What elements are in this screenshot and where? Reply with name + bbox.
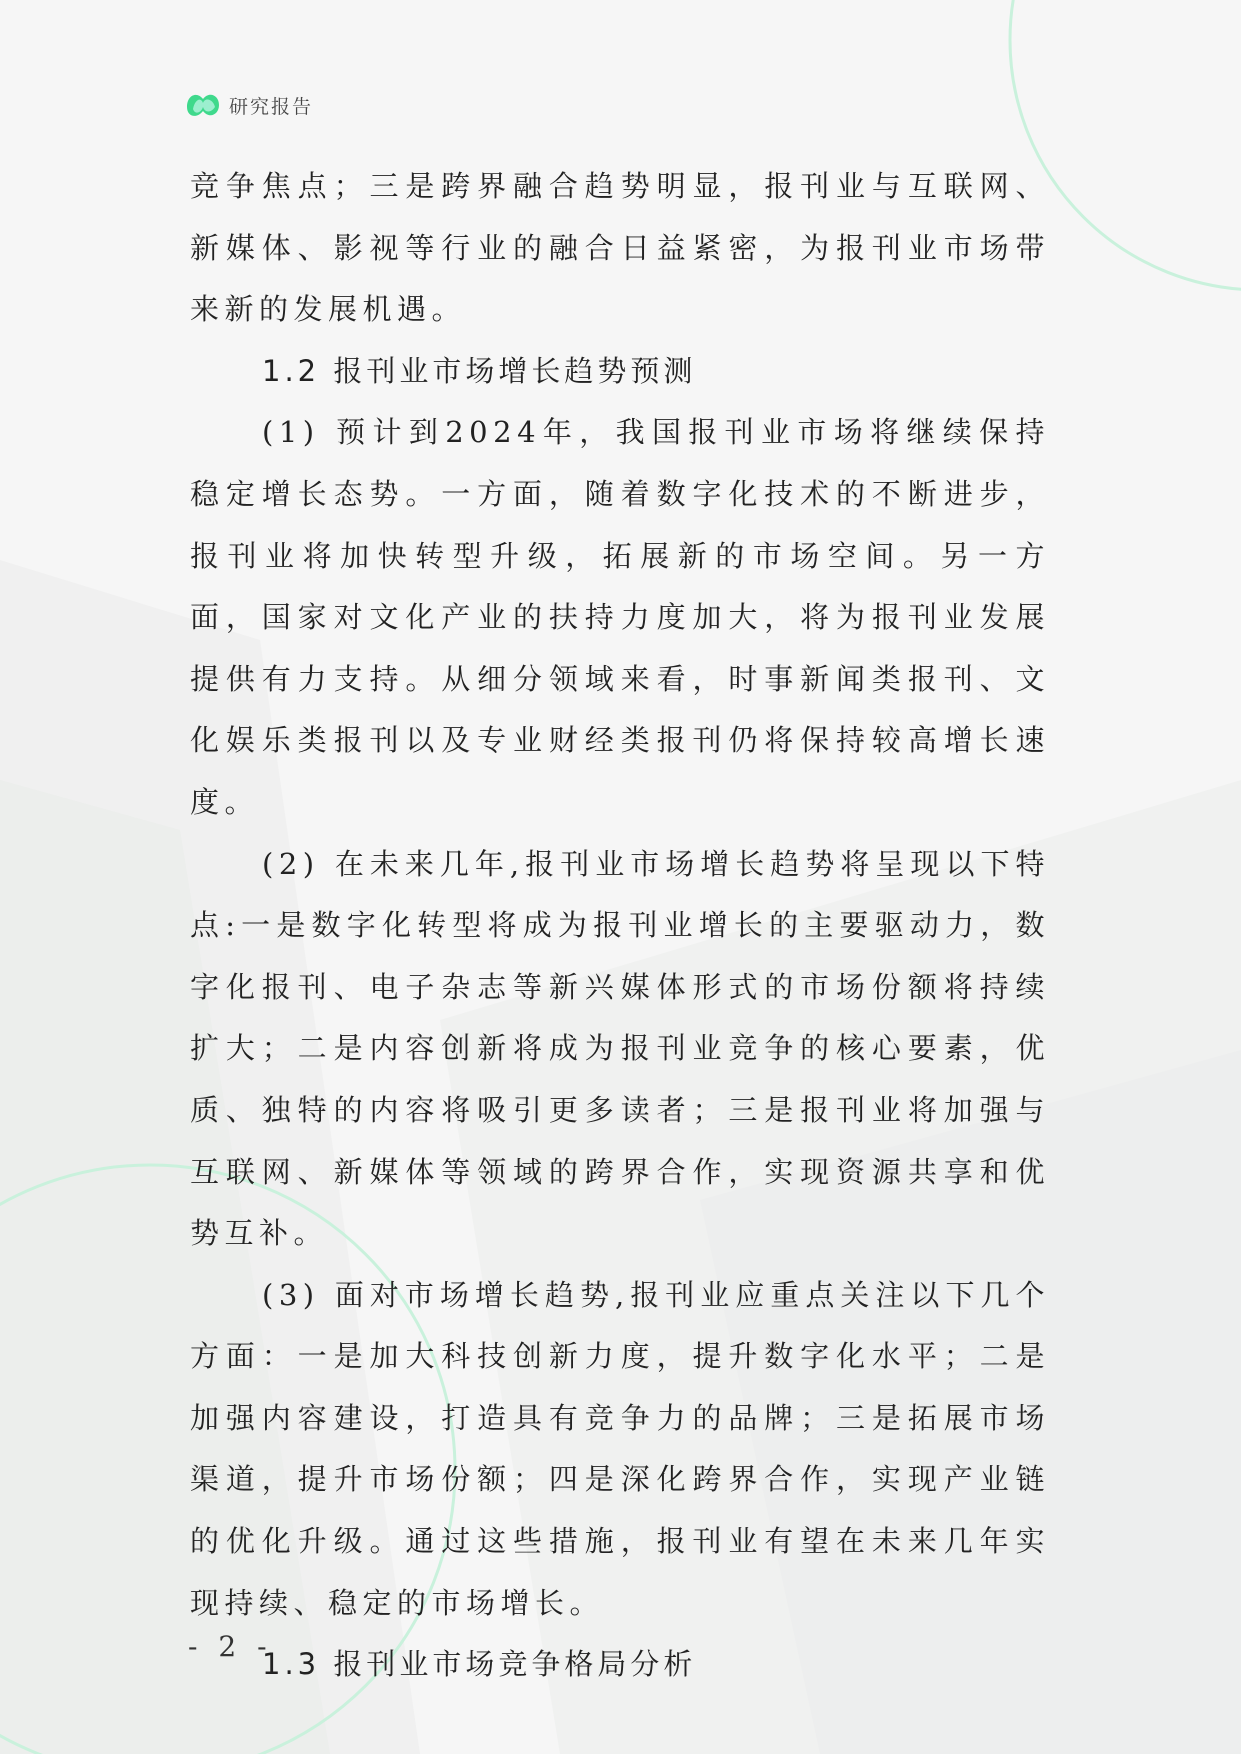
paragraph-2: (2) 在未来几年,报刊业市场增长趋势将呈现以下特点:一是数字化转型将成为报刊业增长的主要驱动力，数字化报刊、电子杂志等新兴媒体形式的市场份额将持续扩大；二是内容创新将成为报刊业竞争的核心要素，优质、独特的内容将吸引更多读者；三是报刊业将加强与互联网、新媒体等领域的跨界合作，实现资源共享和优势互补。 — [190, 846, 1050, 1251]
section-heading-1-2: 1.2 报刊业市场增长趋势预测 — [262, 353, 697, 388]
document-body — [190, 156, 1050, 1696]
header-title: 研究报告 — [229, 95, 314, 118]
section-heading-1-3: 1.3 报刊业市场竞争格局分析 — [262, 1647, 697, 1682]
paragraph-3: (3) 面对市场增长趋势,报刊业应重点关注以下几个方面：一是加大科技创新力度，提升数字化水平；二是加强内容建设，打造具有竞争力的品牌；三是拓展市场渠道，提升市场份额；四是深化跨界合作，实现产业链的优化升级。通过这些措施，报刊业有望在未来几年实现持续、稳定的市场增长。 — [190, 1277, 1050, 1620]
leaf-logo-icon — [185, 89, 221, 121]
paragraph-continued: 竞争焦点；三是跨界融合趋势明显，报刊业与互联网、新媒体、影视等行业的融合日益紧密，为报刊业市场带来新的发展机遇。 — [190, 169, 1050, 327]
paragraph-1: (1) 预计到2024年，我国报刊业市场将继续保持稳定增长态势。一方面，随着数字化技术的不断进步，报刊业将加快转型升级，拓展新的市场空间。另一方面，国家对文化产业的扶持力度加大，将为报刊业发展提供有力支持。从细分领域来看，时事新闻类报刊、文化娱乐类报刊以及专业财经类报刊仍将保持较高增长速度。 — [190, 415, 1050, 819]
page-number: - 2 - — [188, 1630, 273, 1663]
report-header — [185, 88, 313, 122]
